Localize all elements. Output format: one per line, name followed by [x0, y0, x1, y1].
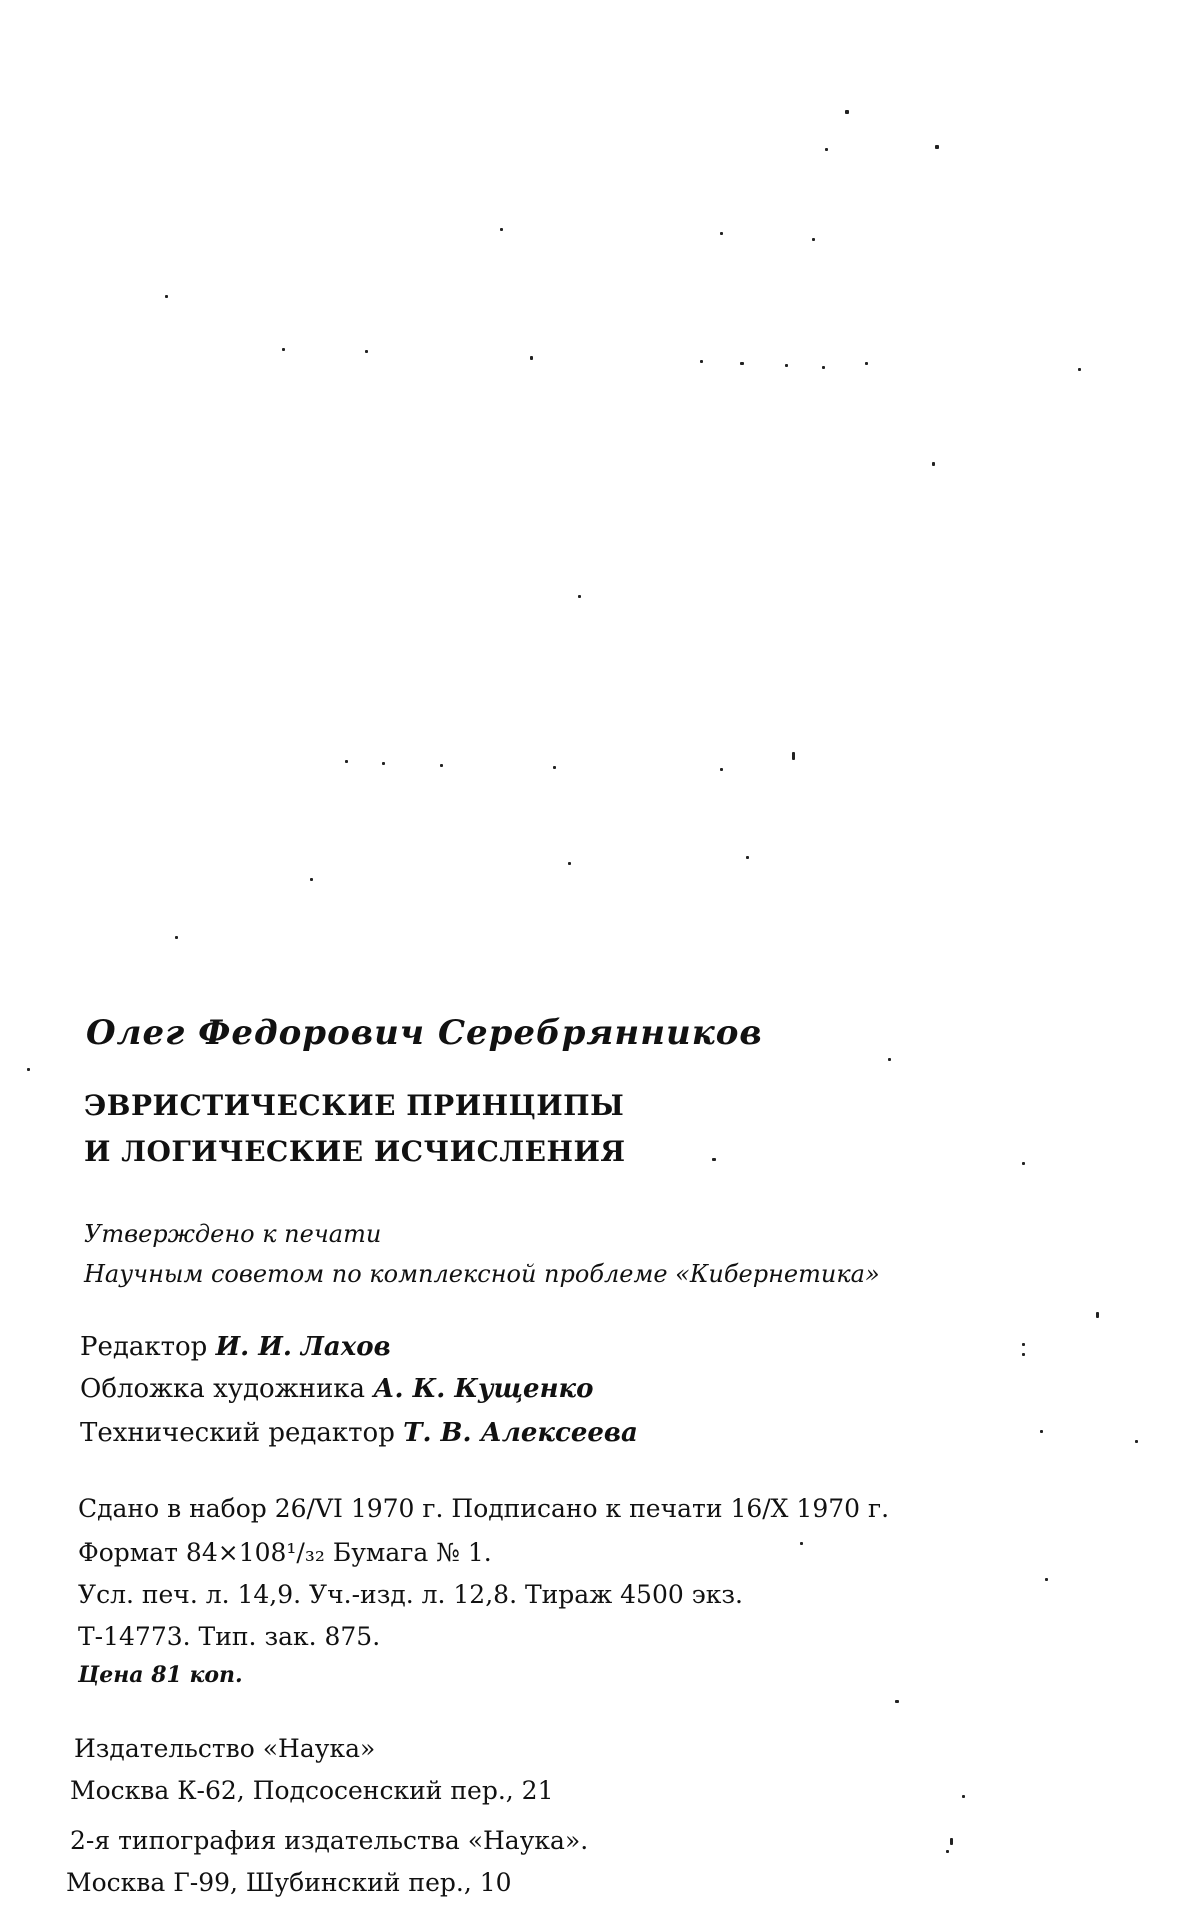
scan-speck	[382, 762, 385, 765]
cover-artist-name: А. К. Кущенко	[373, 1374, 594, 1404]
scan-speck	[932, 462, 935, 466]
scan-speck	[962, 1795, 965, 1798]
scan-speck	[785, 364, 788, 367]
scan-speck	[1135, 1440, 1138, 1443]
scan-speck	[175, 936, 178, 939]
scan-speck	[720, 232, 723, 235]
price: Цена 81 коп.	[78, 1662, 243, 1688]
scan-speck	[365, 350, 368, 353]
print-sheets-run: Усл. печ. л. 14,9. Уч.-изд. л. 12,8. Тираж 4500 экз.	[78, 1580, 743, 1609]
scan-speck	[530, 356, 533, 360]
scan-speck	[720, 768, 723, 771]
scan-speck	[865, 362, 868, 365]
scan-speck	[568, 862, 571, 865]
scan-speck	[825, 148, 828, 151]
print-format: Формат 84×108¹/₃₂ Бумага № 1.	[78, 1538, 492, 1567]
scan-speck	[345, 760, 348, 763]
scan-speck	[1022, 1343, 1025, 1346]
author-name: Олег Федорович Серебрянников	[86, 1013, 763, 1053]
scan-speck	[553, 766, 556, 769]
scan-speck	[700, 360, 703, 363]
scan-speck	[165, 295, 168, 298]
scan-speck	[746, 856, 749, 859]
cover-role: Обложка художника	[80, 1374, 366, 1404]
scan-speck	[578, 595, 581, 598]
book-title-line-2: И ЛОГИЧЕСКИЕ ИСЧИСЛЕНИЯ	[84, 1135, 626, 1168]
editor-credit	[80, 1334, 391, 1360]
cover-credit	[80, 1376, 593, 1402]
scan-speck	[1022, 1353, 1025, 1356]
approval-line-2: Научным советом по комплексной проблеме «Кибернетика»	[84, 1260, 880, 1288]
scan-speck	[1096, 1312, 1099, 1318]
approval-line-1: Утверждено к печати	[84, 1220, 382, 1248]
tech-editor-credit	[80, 1420, 638, 1446]
scan-speck	[1078, 368, 1081, 371]
printer-name: 2-я типография издательства «Наука».	[70, 1826, 589, 1855]
scan-speck	[440, 764, 443, 767]
scan-speck	[950, 1838, 953, 1845]
scan-speck	[282, 348, 285, 351]
scan-speck	[1040, 1430, 1043, 1433]
scan-speck	[740, 362, 744, 365]
scan-speck	[800, 1542, 803, 1545]
scan-speck	[946, 1850, 949, 1853]
scan-speck	[888, 1058, 891, 1061]
publisher-address: Москва К-62, Подсосенский пер., 21	[70, 1776, 554, 1805]
scan-speck	[310, 878, 313, 881]
scan-speck	[792, 752, 795, 760]
print-order: Т-14773. Тип. зак. 875.	[78, 1622, 381, 1651]
book-title-line-1: ЭВРИСТИЧЕСКИЕ ПРИНЦИПЫ	[84, 1089, 625, 1122]
scan-speck	[1022, 1162, 1025, 1165]
print-dates: Сдано в набор 26/VI 1970 г. Подписано к печати 16/X 1970 г.	[78, 1494, 890, 1523]
scan-speck	[1045, 1578, 1048, 1581]
scan-speck	[822, 366, 825, 369]
scan-speck	[935, 145, 939, 149]
scan-speck	[845, 110, 849, 114]
editor-role: Редактор	[80, 1332, 208, 1362]
scan-speck	[27, 1068, 30, 1071]
scan-speck	[812, 238, 815, 241]
tech-editor-role: Технический редактор	[80, 1418, 395, 1448]
scan-speck	[895, 1700, 899, 1703]
scan-speck	[500, 228, 503, 231]
scan-speck	[712, 1158, 716, 1161]
publisher-name: Издательство «Наука»	[74, 1734, 376, 1763]
printer-address: Москва Г-99, Шубинский пер., 10	[66, 1868, 512, 1897]
editor-name: И. И. Лахов	[215, 1332, 391, 1362]
tech-editor-name: Т. В. Алексеева	[403, 1418, 638, 1448]
